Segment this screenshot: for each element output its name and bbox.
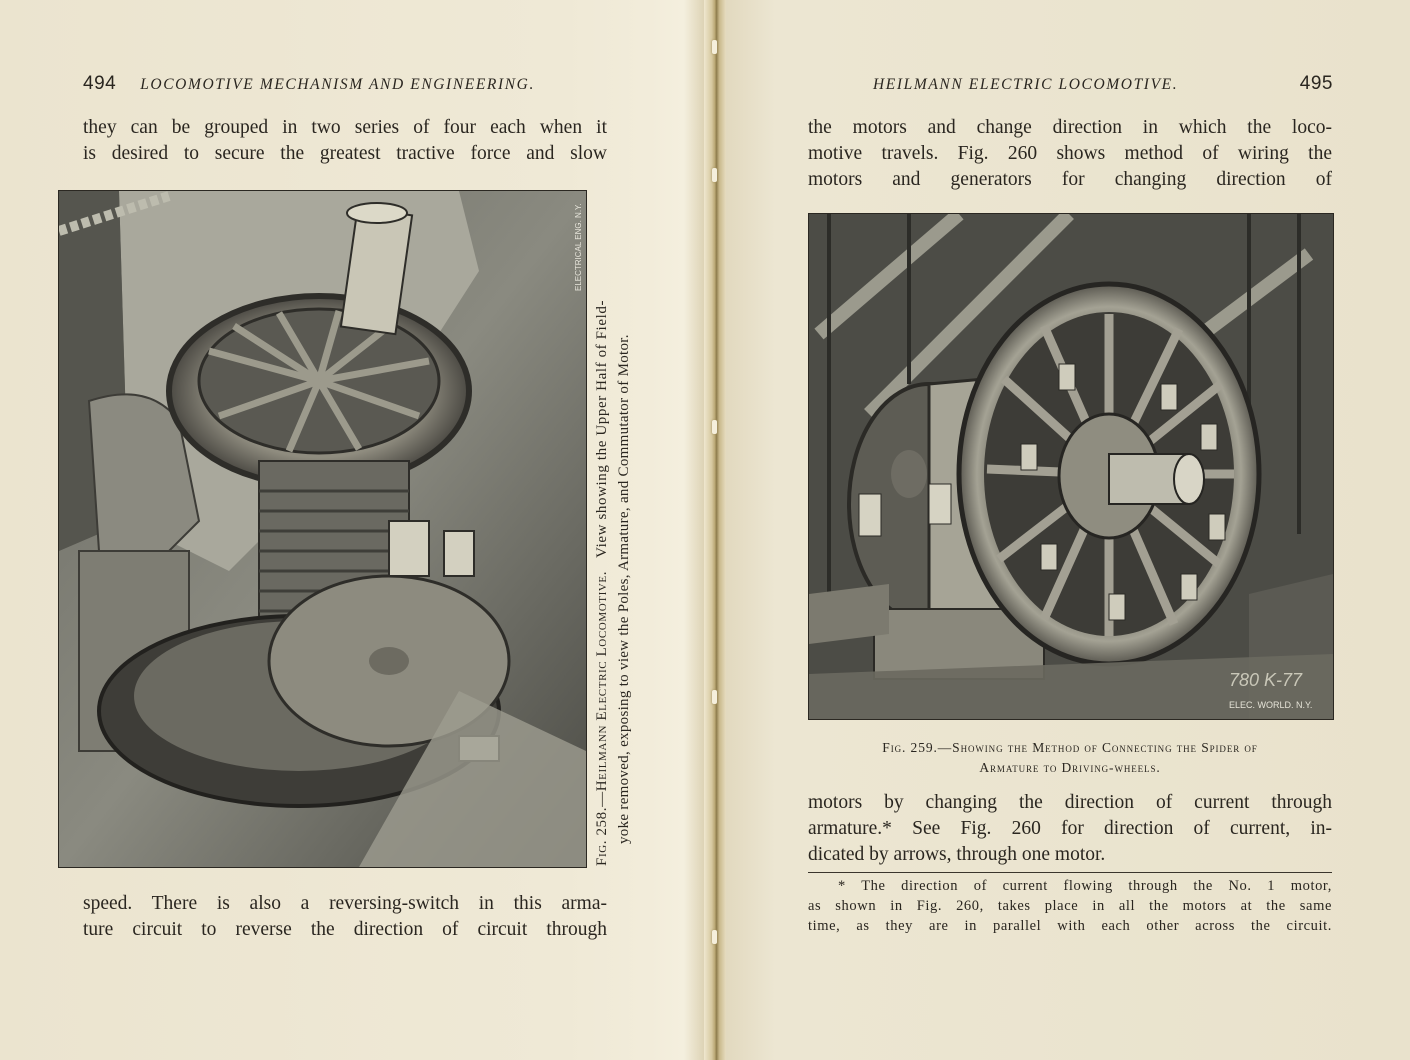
right-page: [720, 0, 1410, 1060]
binding-stitch: [712, 930, 717, 944]
footnote: [808, 876, 1332, 936]
page-number-left: 494: [83, 73, 117, 94]
right-text-bottom: [808, 790, 1332, 868]
binding-stitch: [712, 420, 717, 434]
footnote-divider: [808, 872, 1332, 873]
text-line: dicated by arrows, through one motor.: [808, 844, 1106, 865]
figure-258-caption-line2: yoke removed, exposing to view the Poles, Armature, and Commutator of Motor.: [616, 334, 632, 844]
footnote-line: time, as they are in parallel with each other across the circuit.: [808, 918, 1332, 934]
figure-258-title: —Heilmann Electric Locomotive.: [594, 570, 610, 807]
text-line: motors by changing the direction of current through: [808, 792, 1332, 813]
left-text-top: [83, 115, 607, 167]
plate-number: 780 K-77: [1229, 670, 1303, 690]
text-line: motors and generators for changing direction of: [808, 169, 1332, 190]
engraver-mark: ELECTRICAL ENG. N.Y.: [574, 203, 583, 291]
page-number-right: 495: [1299, 73, 1333, 94]
driving-wheel-illustration: [809, 214, 1333, 719]
right-running-head: [873, 73, 1333, 95]
figure-259-caption-line1: Fig. 259.—Showing the Method of Connecting the Spider of: [882, 740, 1258, 755]
footnote-line: as shown in Fig. 260, takes place in all the motors at the same: [808, 898, 1332, 914]
text-line: is desired to secure the greatest tractive force and slow: [83, 143, 607, 164]
text-line: speed. There is also a reversing-switch in this arma-: [83, 893, 607, 914]
figure-258-caption-line1: View showing the Upper Half of Field-: [594, 299, 610, 558]
figure-259-photo: [808, 213, 1334, 720]
engraver-mark: ELEC. WORLD. N.Y.: [1229, 700, 1313, 710]
figure-258-label: Fig. 258.: [594, 806, 610, 866]
binding-stitch: [712, 168, 717, 182]
running-head-title-left: LOCOMOTIVE MECHANISM AND ENGINEERING.: [140, 76, 535, 93]
binding-stitch: [712, 690, 717, 704]
left-running-head: [83, 73, 535, 95]
right-text-top: [808, 115, 1332, 193]
figure-258-caption: [591, 186, 635, 866]
figure-259-caption: [808, 738, 1332, 778]
figure-259-caption-line2: Armature to Driving-wheels.: [979, 760, 1161, 775]
left-text-bottom: [83, 891, 607, 943]
text-line: motive travels. Fig. 260 shows method of wiring the: [808, 143, 1332, 164]
text-line: ture circuit to reverse the direction of circuit through: [83, 919, 607, 940]
motor-armature-illustration: [59, 191, 586, 867]
footnote-line: * The direction of current flowing through the No. 1 motor,: [838, 878, 1332, 894]
running-head-title-right: HEILMANN ELECTRIC LOCOMOTIVE.: [873, 76, 1179, 93]
figure-258-photo: [58, 190, 587, 868]
binding-stitch: [712, 40, 717, 54]
text-line: the motors and change direction in which the loco-: [808, 117, 1332, 138]
text-line: they can be grouped in two series of four each when it: [83, 117, 607, 138]
text-line: armature.* See Fig. 260 for direction of current, in-: [808, 818, 1332, 839]
